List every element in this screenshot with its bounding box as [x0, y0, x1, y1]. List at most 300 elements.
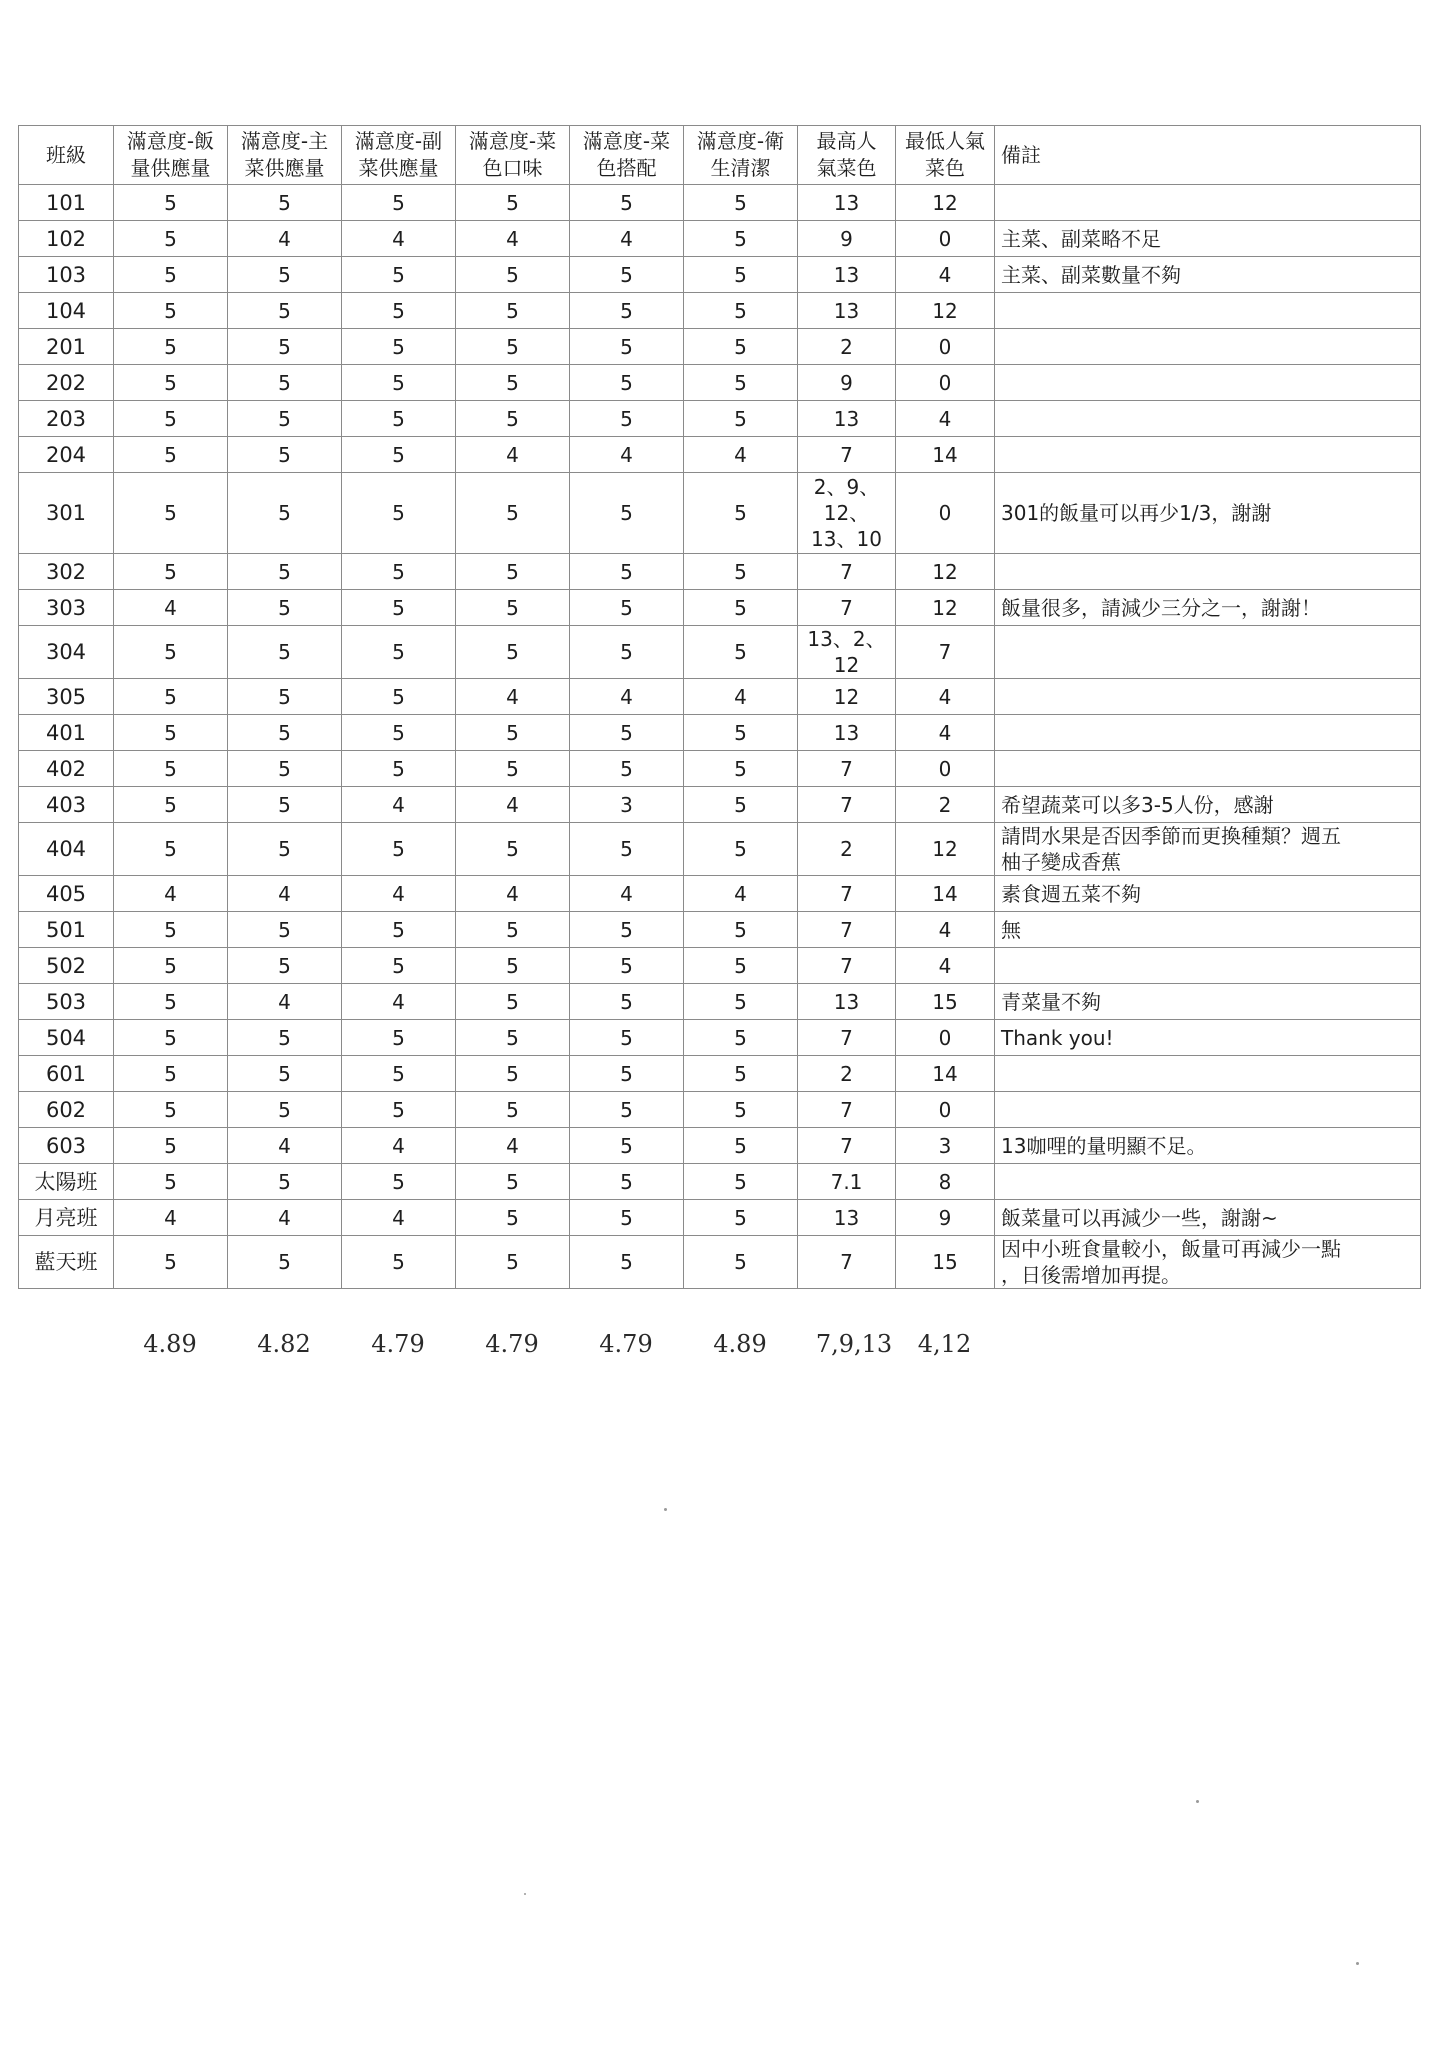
score-hygiene: 4: [684, 437, 798, 473]
note-cell: [995, 437, 1421, 473]
score-combination: 5: [570, 554, 684, 590]
least-popular-cell: 3: [896, 1128, 995, 1164]
score-main-dish-quantity: 5: [228, 473, 342, 554]
score-side-dish-quantity: 5: [342, 1020, 456, 1056]
score-hygiene: 5: [684, 1056, 798, 1092]
note-cell: 飯量很多，請減少三分之一，謝謝！: [995, 590, 1421, 626]
class-cell: 602: [19, 1092, 114, 1128]
note-cell: 無: [995, 912, 1421, 948]
score-taste: 5: [456, 1164, 570, 1200]
note-cell: [995, 948, 1421, 984]
score-combination: 4: [570, 876, 684, 912]
score-rice-quantity: 5: [114, 329, 228, 365]
score-hygiene: 5: [684, 1236, 798, 1289]
least-popular-cell: 15: [896, 1236, 995, 1289]
least-popular-cell: 0: [896, 473, 995, 554]
least-popular-cell: 0: [896, 1092, 995, 1128]
header-main-dish-quantity: 滿意度-主 菜供應量: [228, 126, 342, 185]
score-rice-quantity: 5: [114, 1092, 228, 1128]
class-cell: 104: [19, 293, 114, 329]
score-rice-quantity: 5: [114, 293, 228, 329]
class-cell: 405: [19, 876, 114, 912]
header-class: 班級: [19, 126, 114, 185]
score-rice-quantity: 5: [114, 221, 228, 257]
class-cell: 204: [19, 437, 114, 473]
score-main-dish-quantity: 5: [228, 1164, 342, 1200]
score-hygiene: 5: [684, 912, 798, 948]
class-cell: 502: [19, 948, 114, 984]
most-popular-cell: 13: [798, 401, 896, 437]
note-cell: [995, 626, 1421, 679]
table-row: [19, 1092, 1421, 1128]
least-popular-cell: 0: [896, 751, 995, 787]
class-cell: 203: [19, 401, 114, 437]
most-popular-cell: 2、9、 12、 13、10: [798, 473, 896, 554]
score-taste: 5: [456, 1056, 570, 1092]
least-popular-cell: 14: [896, 437, 995, 473]
score-side-dish-quantity: 5: [342, 751, 456, 787]
score-rice-quantity: 5: [114, 554, 228, 590]
table-row: [19, 590, 1421, 626]
score-combination: 5: [570, 912, 684, 948]
most-popular-cell: 7: [798, 1092, 896, 1128]
score-side-dish-quantity: 5: [342, 715, 456, 751]
score-hygiene: 5: [684, 401, 798, 437]
score-hygiene: 5: [684, 1128, 798, 1164]
least-popular-cell: 12: [896, 185, 995, 221]
score-side-dish-quantity: 4: [342, 1128, 456, 1164]
score-hygiene: 5: [684, 984, 798, 1020]
score-taste: 4: [456, 1128, 570, 1164]
table-row: [19, 1200, 1421, 1236]
score-rice-quantity: 5: [114, 185, 228, 221]
score-rice-quantity: 5: [114, 751, 228, 787]
class-cell: 102: [19, 221, 114, 257]
score-taste: 5: [456, 590, 570, 626]
header-notes: 備註: [995, 126, 1421, 185]
least-popular-cell: 0: [896, 1020, 995, 1056]
score-side-dish-quantity: 4: [342, 984, 456, 1020]
score-combination: 5: [570, 715, 684, 751]
score-hygiene: 5: [684, 1020, 798, 1056]
least-popular-cell: 12: [896, 293, 995, 329]
score-hygiene: 5: [684, 1164, 798, 1200]
table-row: [19, 1236, 1421, 1289]
summary-rice-quantity: 4.89: [143, 1330, 197, 1358]
summary-row: [18, 1330, 1420, 1370]
header-most-popular: 最高人 氣菜色: [798, 126, 896, 185]
score-main-dish-quantity: 5: [228, 401, 342, 437]
note-cell: [995, 1164, 1421, 1200]
score-taste: 5: [456, 715, 570, 751]
score-main-dish-quantity: 4: [228, 1200, 342, 1236]
note-cell: 因中小班食量較小，飯量可再減少一點 ，日後需增加再提。: [995, 1236, 1421, 1289]
score-rice-quantity: 5: [114, 1056, 228, 1092]
note-cell: [995, 679, 1421, 715]
table-row: [19, 1020, 1421, 1056]
score-combination: 3: [570, 787, 684, 823]
score-main-dish-quantity: 5: [228, 1020, 342, 1056]
summary-main-dish-quantity: 4.82: [257, 1330, 311, 1358]
note-cell: Thank you!: [995, 1020, 1421, 1056]
most-popular-cell: 7: [798, 590, 896, 626]
score-taste: 4: [456, 876, 570, 912]
most-popular-cell: 13: [798, 984, 896, 1020]
class-cell: 太陽班: [19, 1164, 114, 1200]
score-taste: 5: [456, 984, 570, 1020]
note-cell: 素食週五菜不夠: [995, 876, 1421, 912]
most-popular-cell: 13: [798, 715, 896, 751]
least-popular-cell: 4: [896, 679, 995, 715]
class-cell: 月亮班: [19, 1200, 114, 1236]
score-main-dish-quantity: 5: [228, 185, 342, 221]
score-combination: 5: [570, 1200, 684, 1236]
least-popular-cell: 7: [896, 626, 995, 679]
header-combination: 滿意度-菜 色搭配: [570, 126, 684, 185]
score-combination: 5: [570, 751, 684, 787]
least-popular-cell: 15: [896, 984, 995, 1020]
most-popular-cell: 13: [798, 257, 896, 293]
score-combination: 5: [570, 590, 684, 626]
least-popular-cell: 4: [896, 948, 995, 984]
most-popular-cell: 9: [798, 221, 896, 257]
score-side-dish-quantity: 5: [342, 329, 456, 365]
header-row: [19, 126, 1421, 185]
score-combination: 5: [570, 823, 684, 876]
most-popular-cell: 7: [798, 876, 896, 912]
note-cell: 主菜、副菜數量不夠: [995, 257, 1421, 293]
score-taste: 5: [456, 257, 570, 293]
score-side-dish-quantity: 5: [342, 554, 456, 590]
score-combination: 5: [570, 984, 684, 1020]
class-cell: 603: [19, 1128, 114, 1164]
class-cell: 302: [19, 554, 114, 590]
table-row: [19, 401, 1421, 437]
score-combination: 5: [570, 365, 684, 401]
score-rice-quantity: 5: [114, 473, 228, 554]
score-main-dish-quantity: 5: [228, 1092, 342, 1128]
class-cell: 503: [19, 984, 114, 1020]
least-popular-cell: 0: [896, 221, 995, 257]
score-side-dish-quantity: 5: [342, 679, 456, 715]
most-popular-cell: 7: [798, 948, 896, 984]
score-combination: 5: [570, 948, 684, 984]
score-taste: 5: [456, 751, 570, 787]
score-main-dish-quantity: 4: [228, 876, 342, 912]
score-main-dish-quantity: 5: [228, 715, 342, 751]
table-row: [19, 1056, 1421, 1092]
score-hygiene: 4: [684, 876, 798, 912]
least-popular-cell: 12: [896, 823, 995, 876]
class-cell: 601: [19, 1056, 114, 1092]
score-taste: 5: [456, 401, 570, 437]
score-combination: 5: [570, 185, 684, 221]
header-taste: 滿意度-菜 色口味: [456, 126, 570, 185]
score-rice-quantity: 4: [114, 876, 228, 912]
least-popular-cell: 14: [896, 876, 995, 912]
table-row: [19, 626, 1421, 679]
note-cell: 希望蔬菜可以多3-5人份，感謝: [995, 787, 1421, 823]
score-taste: 5: [456, 329, 570, 365]
score-combination: 4: [570, 679, 684, 715]
score-side-dish-quantity: 5: [342, 437, 456, 473]
score-combination: 5: [570, 257, 684, 293]
score-main-dish-quantity: 5: [228, 437, 342, 473]
most-popular-cell: 13、2、 12: [798, 626, 896, 679]
table-row: [19, 823, 1421, 876]
class-cell: 301: [19, 473, 114, 554]
score-rice-quantity: 4: [114, 1200, 228, 1236]
least-popular-cell: 4: [896, 912, 995, 948]
table-row: [19, 787, 1421, 823]
score-side-dish-quantity: 5: [342, 1164, 456, 1200]
table-row: [19, 715, 1421, 751]
score-hygiene: 5: [684, 590, 798, 626]
note-cell: [995, 715, 1421, 751]
score-rice-quantity: 5: [114, 1128, 228, 1164]
summary-side-dish-quantity: 4.79: [371, 1330, 425, 1358]
score-side-dish-quantity: 5: [342, 257, 456, 293]
table-row: [19, 257, 1421, 293]
least-popular-cell: 9: [896, 1200, 995, 1236]
score-rice-quantity: 5: [114, 679, 228, 715]
score-hygiene: 5: [684, 715, 798, 751]
most-popular-cell: 7: [798, 437, 896, 473]
most-popular-cell: 7: [798, 912, 896, 948]
score-rice-quantity: 5: [114, 437, 228, 473]
class-cell: 101: [19, 185, 114, 221]
note-cell: [995, 751, 1421, 787]
score-main-dish-quantity: 4: [228, 221, 342, 257]
score-main-dish-quantity: 5: [228, 590, 342, 626]
most-popular-cell: 2: [798, 1056, 896, 1092]
score-combination: 5: [570, 293, 684, 329]
table-row: [19, 365, 1421, 401]
table-row: [19, 329, 1421, 365]
score-taste: 5: [456, 1236, 570, 1289]
score-side-dish-quantity: 5: [342, 948, 456, 984]
score-combination: 4: [570, 437, 684, 473]
scan-speck: [1196, 1800, 1199, 1803]
score-side-dish-quantity: 5: [342, 365, 456, 401]
score-hygiene: 5: [684, 221, 798, 257]
score-taste: 5: [456, 912, 570, 948]
score-rice-quantity: 5: [114, 1164, 228, 1200]
class-cell: 404: [19, 823, 114, 876]
score-main-dish-quantity: 5: [228, 329, 342, 365]
table-row: [19, 948, 1421, 984]
score-main-dish-quantity: 5: [228, 751, 342, 787]
score-combination: 5: [570, 626, 684, 679]
score-hygiene: 5: [684, 787, 798, 823]
table-row: [19, 554, 1421, 590]
table-row: [19, 1164, 1421, 1200]
score-side-dish-quantity: 5: [342, 1092, 456, 1128]
score-rice-quantity: 5: [114, 984, 228, 1020]
score-taste: 5: [456, 1020, 570, 1056]
scan-speck: [524, 1893, 526, 1895]
score-taste: 5: [456, 626, 570, 679]
score-side-dish-quantity: 5: [342, 626, 456, 679]
summary-least-popular: 4,12: [917, 1330, 972, 1358]
score-main-dish-quantity: 5: [228, 912, 342, 948]
score-side-dish-quantity: 5: [342, 401, 456, 437]
header-least-popular: 最低人氣 菜色: [896, 126, 995, 185]
table-row: [19, 876, 1421, 912]
most-popular-cell: 13: [798, 1200, 896, 1236]
score-hygiene: 5: [684, 554, 798, 590]
table-row: [19, 751, 1421, 787]
score-hygiene: 5: [684, 1200, 798, 1236]
score-hygiene: 5: [684, 329, 798, 365]
note-cell: 飯菜量可以再減少一些，謝謝~: [995, 1200, 1421, 1236]
class-cell: 103: [19, 257, 114, 293]
note-cell: [995, 1092, 1421, 1128]
score-side-dish-quantity: 5: [342, 293, 456, 329]
table-row: [19, 1128, 1421, 1164]
table-row: [19, 984, 1421, 1020]
summary-hygiene: 4.89: [713, 1330, 767, 1358]
most-popular-cell: 7: [798, 1020, 896, 1056]
score-hygiene: 5: [684, 293, 798, 329]
score-side-dish-quantity: 5: [342, 823, 456, 876]
note-cell: [995, 554, 1421, 590]
note-cell: 301的飯量可以再少1/3，謝謝: [995, 473, 1421, 554]
score-rice-quantity: 5: [114, 1236, 228, 1289]
table-row: [19, 221, 1421, 257]
score-rice-quantity: 5: [114, 1020, 228, 1056]
score-combination: 5: [570, 1236, 684, 1289]
score-main-dish-quantity: 5: [228, 679, 342, 715]
score-rice-quantity: 5: [114, 912, 228, 948]
score-hygiene: 4: [684, 679, 798, 715]
score-rice-quantity: 4: [114, 590, 228, 626]
class-cell: 305: [19, 679, 114, 715]
score-main-dish-quantity: 5: [228, 365, 342, 401]
score-side-dish-quantity: 4: [342, 1200, 456, 1236]
score-rice-quantity: 5: [114, 626, 228, 679]
note-cell: 青菜量不夠: [995, 984, 1421, 1020]
least-popular-cell: 12: [896, 590, 995, 626]
score-side-dish-quantity: 5: [342, 590, 456, 626]
score-main-dish-quantity: 5: [228, 948, 342, 984]
score-taste: 5: [456, 1200, 570, 1236]
least-popular-cell: 4: [896, 401, 995, 437]
table-row: [19, 437, 1421, 473]
header-side-dish-quantity: 滿意度-副 菜供應量: [342, 126, 456, 185]
score-side-dish-quantity: 5: [342, 912, 456, 948]
score-hygiene: 5: [684, 751, 798, 787]
most-popular-cell: 7: [798, 1236, 896, 1289]
table-row: [19, 293, 1421, 329]
score-main-dish-quantity: 5: [228, 293, 342, 329]
score-hygiene: 5: [684, 1092, 798, 1128]
note-cell: 主菜、副菜略不足: [995, 221, 1421, 257]
most-popular-cell: 7: [798, 554, 896, 590]
summary-taste: 4.79: [485, 1330, 539, 1358]
score-main-dish-quantity: 4: [228, 984, 342, 1020]
note-cell: [995, 293, 1421, 329]
most-popular-cell: 13: [798, 185, 896, 221]
score-taste: 4: [456, 787, 570, 823]
table-row: [19, 912, 1421, 948]
score-hygiene: 5: [684, 473, 798, 554]
least-popular-cell: 0: [896, 365, 995, 401]
score-hygiene: 5: [684, 257, 798, 293]
score-taste: 4: [456, 221, 570, 257]
score-combination: 5: [570, 1056, 684, 1092]
header-rice-quantity: 滿意度-飯 量供應量: [114, 126, 228, 185]
score-taste: 4: [456, 437, 570, 473]
most-popular-cell: 7: [798, 751, 896, 787]
least-popular-cell: 2: [896, 787, 995, 823]
table-row: [19, 679, 1421, 715]
class-cell: 402: [19, 751, 114, 787]
note-cell: [995, 329, 1421, 365]
score-rice-quantity: 5: [114, 823, 228, 876]
score-taste: 5: [456, 948, 570, 984]
note-cell: [995, 365, 1421, 401]
score-taste: 5: [456, 365, 570, 401]
most-popular-cell: 9: [798, 365, 896, 401]
score-hygiene: 5: [684, 948, 798, 984]
most-popular-cell: 2: [798, 823, 896, 876]
note-cell: [995, 401, 1421, 437]
score-rice-quantity: 5: [114, 365, 228, 401]
score-main-dish-quantity: 5: [228, 823, 342, 876]
scan-speck: [664, 1508, 667, 1511]
score-combination: 5: [570, 401, 684, 437]
class-cell: 202: [19, 365, 114, 401]
least-popular-cell: 8: [896, 1164, 995, 1200]
summary-most-popular: 7,9,13: [815, 1330, 893, 1358]
score-taste: 5: [456, 293, 570, 329]
score-hygiene: 5: [684, 626, 798, 679]
score-taste: 5: [456, 554, 570, 590]
score-main-dish-quantity: 5: [228, 626, 342, 679]
note-cell: 請問水果是否因季節而更換種類？週五 柚子變成香蕉: [995, 823, 1421, 876]
most-popular-cell: 7.1: [798, 1164, 896, 1200]
score-side-dish-quantity: 5: [342, 185, 456, 221]
score-combination: 5: [570, 1164, 684, 1200]
score-side-dish-quantity: 4: [342, 221, 456, 257]
score-combination: 5: [570, 1092, 684, 1128]
score-taste: 5: [456, 473, 570, 554]
note-cell: 13咖哩的量明顯不足。: [995, 1128, 1421, 1164]
score-main-dish-quantity: 5: [228, 1056, 342, 1092]
score-main-dish-quantity: 5: [228, 257, 342, 293]
class-cell: 303: [19, 590, 114, 626]
score-rice-quantity: 5: [114, 257, 228, 293]
class-cell: 401: [19, 715, 114, 751]
most-popular-cell: 2: [798, 329, 896, 365]
class-cell: 504: [19, 1020, 114, 1056]
survey-sheet: [18, 125, 1420, 1289]
scan-speck: [1356, 1962, 1359, 1965]
score-side-dish-quantity: 5: [342, 1236, 456, 1289]
score-rice-quantity: 5: [114, 401, 228, 437]
score-combination: 5: [570, 329, 684, 365]
score-side-dish-quantity: 4: [342, 876, 456, 912]
score-hygiene: 5: [684, 365, 798, 401]
score-rice-quantity: 5: [114, 948, 228, 984]
summary-combination: 4.79: [599, 1330, 653, 1358]
score-combination: 4: [570, 221, 684, 257]
note-cell: [995, 1056, 1421, 1092]
table-row: [19, 473, 1421, 554]
score-combination: 5: [570, 1020, 684, 1056]
least-popular-cell: 14: [896, 1056, 995, 1092]
